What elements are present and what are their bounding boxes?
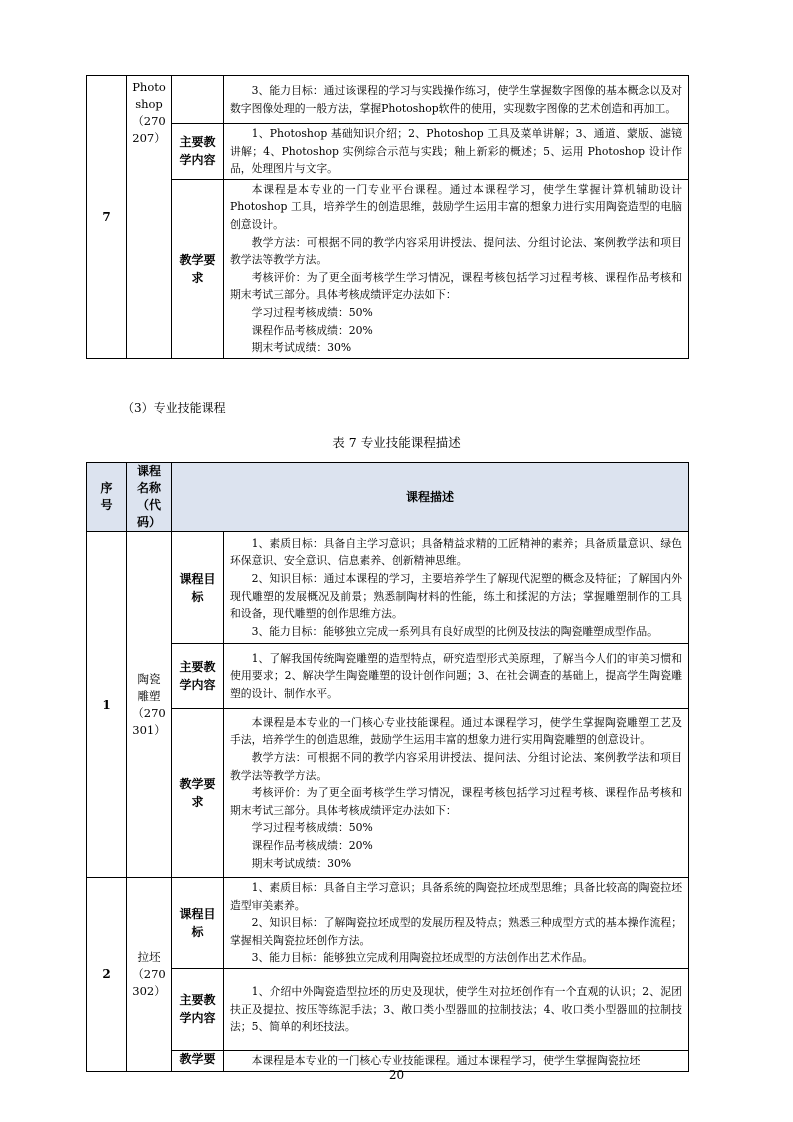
table-row	[87, 532, 689, 644]
course-number: 2	[87, 878, 127, 1072]
goal-text: 3、能力目标：通过该课程的学习与实践操作练习，使学生掌握数字图像的基本概念以及对数字图像处理的一般方法，掌握Photoshop软件的使用，实现数字图像的艺术创造和再加工。	[224, 76, 689, 124]
requirements-label: 教学要	[172, 1050, 224, 1071]
header-description: 课程描述	[172, 463, 689, 532]
goal-label: 课程目标	[172, 878, 224, 969]
requirements-text: 本课程是本专业的一门专业平台课程。通过本课程学习，使学生掌握计算机辅助设计Photoshop 工具，培养学生的创造思维，鼓励学生运用丰富的想象力进行实用陶瓷造型的电脑创意设计。 教学方法：可根据不同的教学内容采用讲授法、提问法、分组讨论法、案例教学法和项目教学法等教学方法。 考核评价：为了更全面考核学生学习情况，课程考核包括学习过程考核、课程作品考核和期末考试三部分。具体考核成绩评定办法如下： 学习过程考核成绩：50% 课程作品考核成绩：20% 期末考试成绩：30%	[224, 179, 689, 358]
requirements-text: 本课程是本专业的一门核心专业技能课程。通过本课程学习，使学生掌握陶瓷拉坯	[224, 1050, 689, 1071]
header-course-name: 课程名称（代码）	[127, 463, 172, 532]
top-course-table	[86, 75, 689, 359]
course-number: 1	[87, 532, 127, 878]
content-label: 主要教学内容	[172, 124, 224, 180]
course-name: Photo shop （270 207）	[127, 76, 172, 359]
content-label: 主要教学内容	[172, 968, 224, 1050]
content-text: 1、介绍中外陶瓷造型拉坯的历史及现状，使学生对拉坯创作有一个直观的认识；2、泥团扶正及提拉、按压等练泥手法；3、敞口类小型器皿的拉制技法；4、收口类小型器皿的拉制技法；5、简单的利坯技法。	[224, 968, 689, 1050]
goal-label: 课程目标	[172, 532, 224, 644]
course-name: 拉坯 （270 302）	[127, 878, 172, 1072]
goal-text: 1、素质目标：具备自主学习意识；具备精益求精的工匠精神的素养；具备质量意识、绿色环保意识、安全意识、信息素养、创新精神思维。 2、知识目标：通过本课程的学习，主要培养学生了解现代泥塑的概念及特征；了解国内外现代雕塑的发展概况及前景；熟悉制陶材料的性能，练土和揉泥的方法；掌握雕塑制作的工具和设备，现代雕塑的创作思维方法。 3、能力目标：能够独立完成一系列具有良好成型的比例及技法的陶瓷雕塑成型作品。	[224, 532, 689, 644]
requirements-label: 教学要求	[172, 179, 224, 358]
table-row	[87, 878, 689, 969]
content-text: 1、Photoshop 基础知识介绍；2、Photoshop 工具及菜单讲解；3、通道、蒙版、滤镜讲解；4、Photoshop 实例综合示范与实践；釉上新彩的概述；5、运用 Photoshop 设计作品，处理图片与文字。	[224, 124, 689, 180]
section-heading: （3）专业技能课程	[122, 401, 226, 415]
page-number: 20	[388, 1068, 405, 1082]
course-number: 7	[87, 76, 127, 359]
content-text: 1、了解我国传统陶瓷雕塑的造型特点，研究造型形式美原理，了解当今人们的审美习惯和使用要求；2、解决学生陶瓷雕塑的设计创作问题；3、在社会调查的基础上，提高学生陶瓷雕塑的设计、制作水平。	[224, 644, 689, 709]
header-number: 序号	[87, 463, 127, 532]
table-caption: 表 7 专业技能课程描述	[332, 435, 461, 450]
goal-label	[172, 76, 224, 124]
skill-course-table	[86, 462, 689, 1072]
course-name: 陶瓷 雕塑 （270 301）	[127, 532, 172, 878]
requirements-label: 教学要求	[172, 709, 224, 878]
requirements-text: 本课程是本专业的一门核心专业技能课程。通过本课程学习，使学生掌握陶瓷雕塑工艺及手法，培养学生的创造思维，鼓励学生运用丰富的想象力进行实用陶瓷雕塑的创意设计。 教学方法：可根据不同的教学内容采用讲授法、提问法、分组讨论法、案例教学法和项目教学法等教学方法。 考核评价：为了更全面考核学生学习情况，课程考核包括学习过程考核、课程作品考核和期末考试三部分。具体考核成绩评定办法如下： 学习过程考核成绩：50% 课程作品考核成绩：20% 期末考试成绩：30%	[224, 709, 689, 878]
goal-text: 1、素质目标：具备自主学习意识；具备系统的陶瓷拉坯成型思维；具备比较高的陶瓷拉坯造型审美素养。 2、知识目标：了解陶瓷拉坯成型的发展历程及特点；熟悉三种成型方式的基本操作流程；掌握相关陶瓷拉坯创作方法。 3、能力目标：能够独立完成利用陶瓷拉坯成型的方法创作出艺术作品。	[224, 878, 689, 969]
content-label: 主要教学内容	[172, 644, 224, 709]
